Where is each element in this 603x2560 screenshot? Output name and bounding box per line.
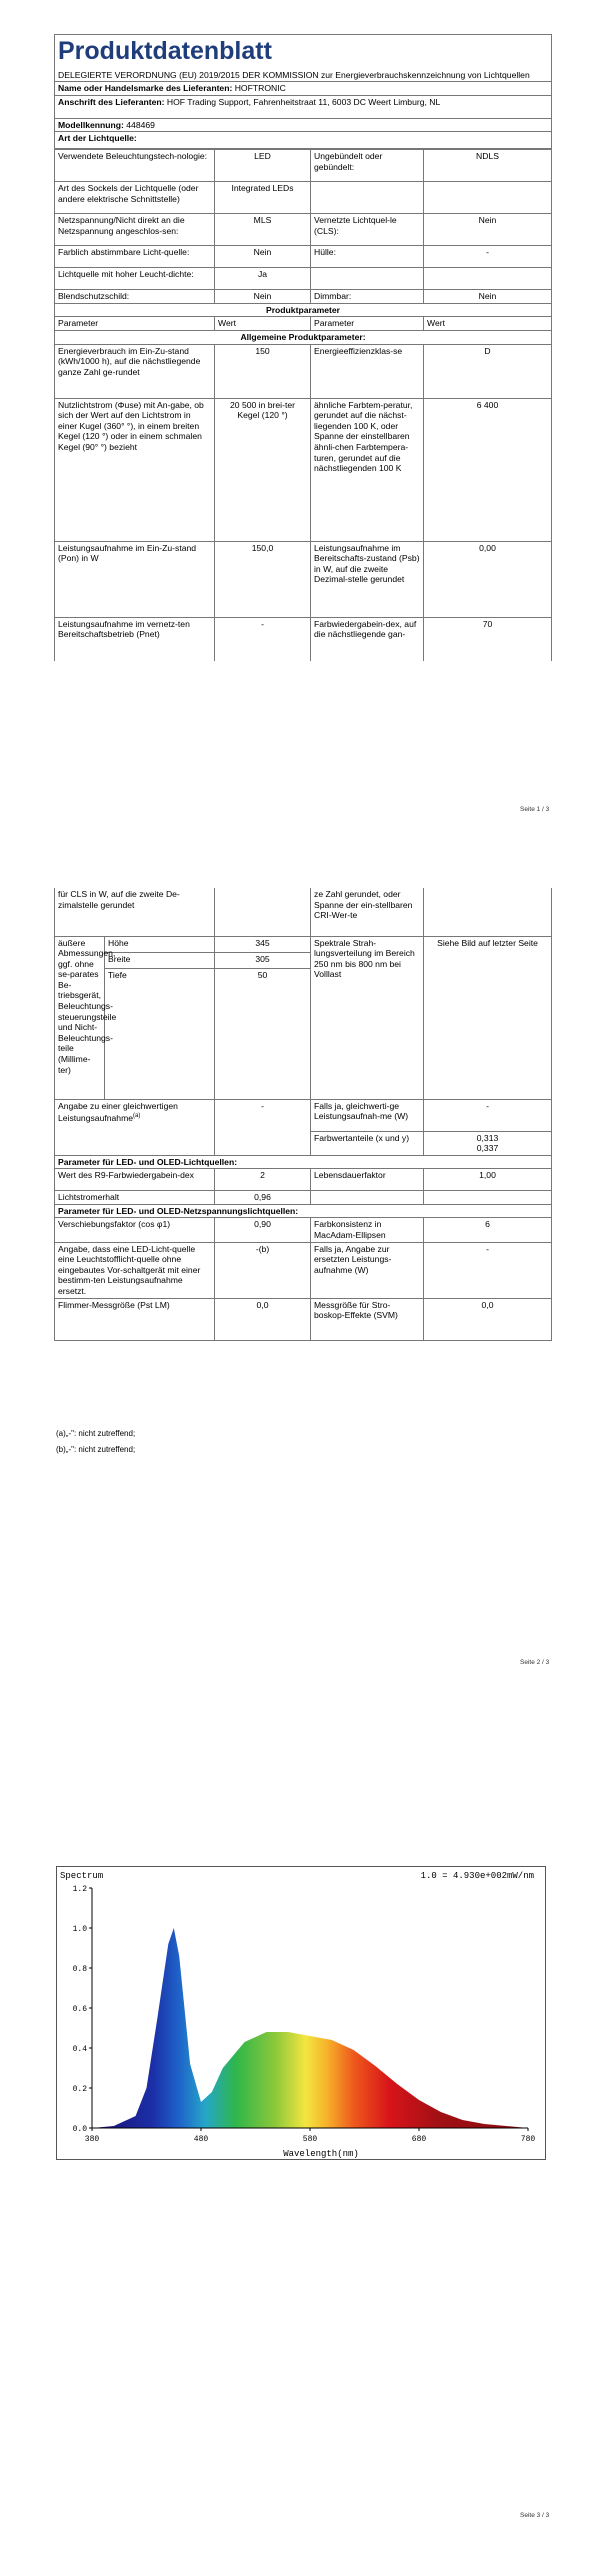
dimension-label: Tiefe [105, 968, 215, 1099]
value-cell: Nein [215, 290, 311, 304]
document-title: Produktdatenblatt [58, 37, 272, 65]
model-label: Modellkennung: [58, 119, 124, 130]
param-cell: Blendschutzschild: [55, 290, 215, 304]
col-header-value: Wert [424, 317, 552, 331]
light-source-type-label: Art der Lichtquelle: [58, 133, 137, 144]
x-tick-label: 480 [193, 2135, 209, 2144]
value-cell: 0,96 [215, 1191, 311, 1205]
table-row [55, 936, 552, 952]
param-cell: Leistungsaufnahme im Ein-Zu-stand (Pon) in W [55, 541, 215, 617]
value-cell: - [215, 1099, 311, 1155]
chart-title: Spectrum [60, 1871, 104, 1881]
page-3 [0, 1706, 603, 2559]
param-cell [311, 268, 424, 290]
param-cell: Messgröße für Stro-boskop-Effekte (SVM) [311, 1298, 424, 1340]
value-cell: Nein [424, 290, 552, 304]
col-header-parameter: Parameter [55, 317, 215, 331]
page-footer: Seite 3 / 3 [520, 2512, 550, 2519]
param-cell: Verwendete Beleuchtungstech-nologie: [55, 150, 215, 182]
table-row [55, 1242, 552, 1298]
param-cell [311, 1191, 424, 1205]
regulation-text: DELEGIERTE VERORDNUNG (EU) 2019/2015 DER KOMMISSION zur Energieverbrauchskennzeichnung von Lichtquellen [58, 69, 530, 80]
table-row [55, 1298, 552, 1340]
table-row [55, 1191, 552, 1205]
table-row [55, 1169, 552, 1191]
param-cell: Vernetzte Lichtquel-le (CLS): [311, 214, 424, 246]
value-cell: 2 [215, 1169, 311, 1191]
page2-table [54, 888, 552, 1341]
value-cell: - [424, 1242, 552, 1298]
chroma-x: 0,313 [476, 1132, 499, 1143]
value-cell [424, 268, 552, 290]
page1-table [54, 34, 552, 661]
col-header-parameter: Parameter [311, 317, 424, 331]
page-2 [0, 853, 603, 1706]
footnote-marker: (a) [133, 1113, 141, 1120]
dimension-label: Breite [105, 952, 215, 968]
param-cell: Netzspannung/Nicht direkt an die Netzspannung angeschlos-sen: [55, 214, 215, 246]
general-params-heading: Allgemeine Produktparameter: [55, 331, 552, 345]
value-cell: 0,00 [424, 541, 552, 617]
supplier-name-label: Name oder Handelsmarke des Lieferanten: [58, 83, 233, 94]
value-cell: 70 [424, 617, 552, 661]
table-row [55, 1099, 552, 1131]
x-tick-label: 780 [520, 2135, 536, 2144]
table-row [55, 541, 552, 617]
value-cell [424, 1191, 552, 1205]
dimension-value: 305 [215, 952, 311, 968]
y-tick-label: 0.0 [72, 2125, 87, 2134]
table-row [55, 1218, 552, 1242]
param-cell: Lichtstromerhalt [55, 1191, 215, 1205]
y-tick-label: 0.4 [72, 2045, 87, 2054]
dimensions-label: äußere Abmessungen, ggf. ohne se-parates Be-triebsgerät, Beleuchtungs-steuerungsteile und Nicht-Beleuchtungs-teile (Millime-ter) [55, 936, 105, 1099]
y-tick-label: 1.0 [72, 1925, 87, 1934]
spectrum-chart [56, 1866, 546, 2160]
y-tick-label: 0.2 [72, 2085, 87, 2094]
value-cell: - [424, 1099, 552, 1131]
y-tick-label: 0.8 [72, 1965, 87, 1974]
page-footer: Seite 1 / 3 [520, 806, 550, 813]
value-cell: Ja [215, 268, 311, 290]
param-cell: Falls ja, Angabe zur ersetzten Leistungs-aufnahme (W) [311, 1242, 424, 1298]
mains-params-heading: Parameter für LED- und OLED-Netzspannungslichtquellen: [55, 1204, 552, 1218]
param-cell: Art des Sockels der Lichtquelle (oder andere elektrische Schnittstelle) [55, 182, 215, 214]
param-cell: Angabe, dass eine LED-Licht-quelle eine Leuchtstofflicht-quelle ohne eingebautes Vor-schaltgerät mit einer bestimm-ten Leistungsaufnahme ersetzt. [55, 1242, 215, 1298]
footnote-b: (b)„-": nicht zutreffend; [56, 1445, 136, 1454]
col-header-value: Wert [215, 317, 311, 331]
param-cell: Nutzlichtstrom (Φuse) mit An-gabe, ob sich der Wert auf den Lichtstrom in einer Kugel (360° °), in einem breiten Kegel (120 °) oder in einem schmalen Kegel (90° °) bezieht [55, 398, 215, 541]
value-cell: 6 [424, 1218, 552, 1242]
y-tick-label: 0.6 [72, 2005, 87, 2014]
param-cell: Lebensdauerfaktor [311, 1169, 424, 1191]
table-row [55, 290, 552, 304]
x-axis-label: Wavelength(nm) [283, 2149, 359, 2159]
value-cell: 20 500 in brei-ter Kegel (120 °) [215, 398, 311, 541]
supplier-address-label: Anschrift des Lieferanten: [58, 96, 165, 107]
supplier-address-value: HOF Trading Support, Fahrenheitstraat 11, 6003 DC Weert Limburg, NL [166, 96, 441, 107]
param-cell: Leistungsaufnahme im vernetz-ten Bereitschaftsbetrieb (Pnet) [55, 617, 215, 661]
spectrum-value: Siehe Bild auf letzter Seite [424, 936, 552, 1099]
value-cell: 6 400 [424, 398, 552, 541]
param-cell: Falls ja, gleichwerti-ge Leistungsaufnah-me (W) [311, 1099, 424, 1131]
param-cell: Farbwiedergabein-dex, auf die nächstliegende gan- [311, 617, 424, 661]
dimension-value: 50 [215, 968, 311, 1099]
equiv-label: Angabe zu einer gleichwertigen Leistungsaufnahme [58, 1100, 178, 1123]
param-cell: Energieverbrauch im Ein-Zu-stand (kWh/1000 h), auf die nächstliegende ganze Zahl ge-rundet [55, 344, 215, 398]
value-cell: D [424, 344, 552, 398]
product-params-heading: Produktparameter [55, 303, 552, 317]
table-row [55, 214, 552, 246]
footnote-a: (a)„-": nicht zutreffend; [56, 1429, 136, 1438]
value-cell: Nein [215, 246, 311, 268]
y-tick-label: 1.2 [72, 1885, 87, 1894]
value-cell: LED [215, 150, 311, 182]
model-value: 448469 [126, 119, 155, 130]
value-cell [424, 182, 552, 214]
value-cell: NDLS [424, 150, 552, 182]
value-cell: 0,0 [424, 1298, 552, 1340]
table-row [55, 246, 552, 268]
param-cell: Lichtquelle mit hoher Leucht-dichte: [55, 268, 215, 290]
led-params-heading: Parameter für LED- und OLED-Lichtquellen: [55, 1155, 552, 1169]
supplier-name-value: HOFTRONIC [234, 83, 286, 94]
dimension-value: 345 [215, 936, 311, 952]
value-cell: -(b) [215, 1242, 311, 1298]
param-cell: Dimmbar: [311, 290, 424, 304]
table-row [55, 268, 552, 290]
param-cell: Farbwertanteile (x und y) [311, 1131, 424, 1155]
param-cell: Farbkonsistenz in MacAdam-Ellipsen [311, 1218, 424, 1242]
param-cell: Flimmer-Messgröße (Pst LM) [55, 1298, 215, 1340]
param-cell [311, 182, 424, 214]
param-cell [55, 1099, 215, 1155]
value-cell: - [215, 617, 311, 661]
chroma-y: 0,337 [476, 1143, 499, 1154]
value-cell: 0,0 [215, 1298, 311, 1340]
param-cell: Energieeffizienzklas-se [311, 344, 424, 398]
value-cell: - [424, 246, 552, 268]
table-row [55, 398, 552, 541]
param-cell: Ungebündelt oder gebündelt: [311, 150, 424, 182]
dimension-label: Höhe [105, 936, 215, 952]
param-cell: Leistungsaufnahme im Bereitschafts-zustand (Psb) in W, auf die zweite Dezimal-stelle gerundet [311, 541, 424, 617]
value-cell: MLS [215, 214, 311, 246]
page-footer: Seite 2 / 3 [520, 1659, 550, 1666]
param-cell: ze Zahl gerundet, oder Spanne der ein-stellbaren CRI-Wer-te [311, 888, 424, 936]
x-tick-label: 380 [84, 2135, 100, 2144]
x-tick-label: 680 [411, 2135, 427, 2144]
value-cell: 1,00 [424, 1169, 552, 1191]
value-cell: 150 [215, 344, 311, 398]
param-cell: für CLS in W, auf die zweite De-zimalstelle gerundet [55, 888, 215, 936]
value-cell: Integrated LEDs [215, 182, 311, 214]
value-cell: 150,0 [215, 541, 311, 617]
value-cell: Nein [424, 214, 552, 246]
param-cell: Hülle: [311, 246, 424, 268]
x-tick-label: 580 [302, 2135, 318, 2144]
table-row [55, 150, 552, 182]
chart-annotation: 1.0 = 4.930e+002mW/nm [420, 1871, 534, 1881]
table-row [55, 182, 552, 214]
table-row [55, 617, 552, 661]
param-cell: Verschiebungsfaktor (cos φ1) [55, 1218, 215, 1242]
param-cell: ähnliche Farbtem-peratur, gerundet auf die nächst-liegenden 100 K, oder Spanne der einstellbaren ähnli-chen Farbtempera-turen, gerundet auf die nächstliegenden 100 K [311, 398, 424, 541]
table-row [55, 344, 552, 398]
param-cell: Wert des R9-Farbwiedergabein-dex [55, 1169, 215, 1191]
value-cell: 0,90 [215, 1218, 311, 1242]
spectrum-label: Spektrale Strah-lungsverteilung im Bereich 250 nm bis 800 nm bei Volllast [311, 936, 424, 1099]
table-row [55, 888, 552, 936]
value-cell [424, 1131, 552, 1155]
param-cell: Farblich abstimmbare Licht-quelle: [55, 246, 215, 268]
page-1 [0, 0, 603, 853]
